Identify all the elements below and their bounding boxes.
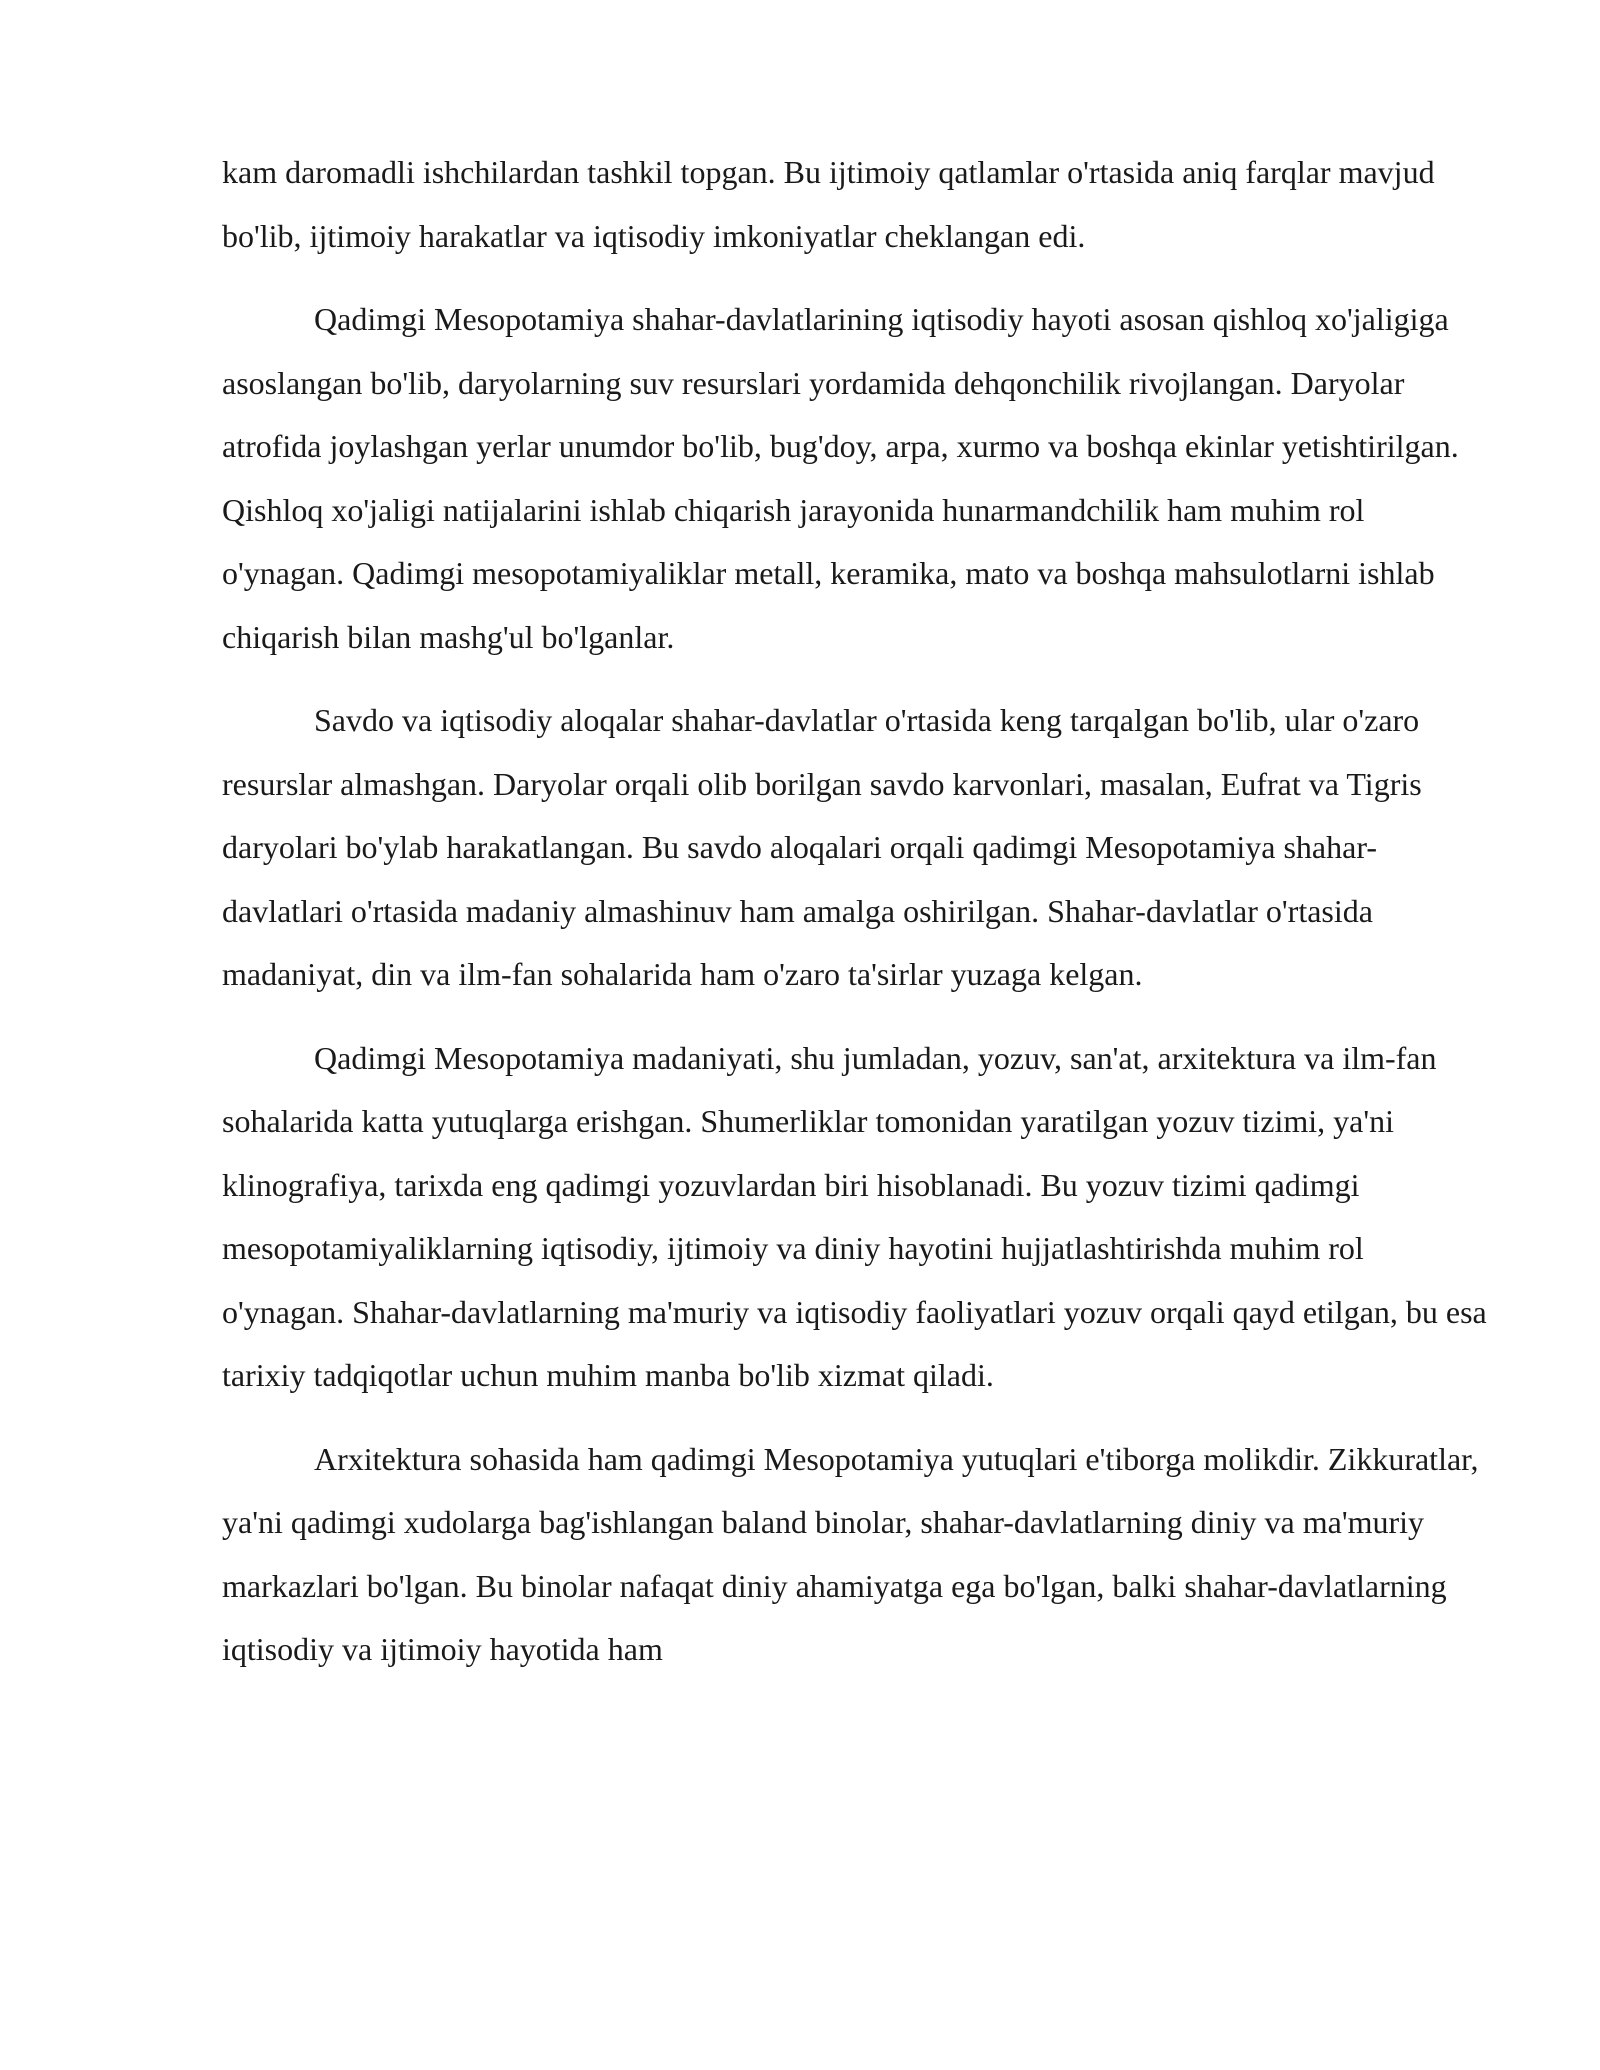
paragraph-economy: Qadimgi Mesopotamiya shahar-davlatlarining iqtisodiy hayoti asosan qishloq xo'jaligiga asoslangan bo'lib, daryolarning suv resurslari yordamida dehqonchilik rivojlangan. Daryolar atrofida joylashgan yerlar unumdor bo'lib, bug'doy, arpa, xurmo va boshqa ekinlar yetishtirilgan. Qishloq xo'jaligi natijalarini ishlab chiqarish jarayonida hunarmandchilik ham muhim rol o'ynagan. Qadimgi mesopotamiyaliklar metall, keramika, mato va boshqa mahsulotlarni ishlab chiqarish bilan mashg'ul bo'lganlar. bbox=[222, 301, 1459, 655]
paragraph-architecture: Arxitektura sohasida ham qadimgi Mesopotamiya yutuqlari e'tiborga molikdir. Zikkuratlar, ya'ni qadimgi xudolarga bag'ishlangan baland binolar, shahar-davlatlarning diniy va ma'muriy markazlari bo'lgan. Bu binolar nafaqat diniy ahamiyatga ega bo'lgan, balki shahar-davlatlarning iqtisodiy va ijtimoiy hayotida ham bbox=[222, 1440, 1479, 1667]
paragraph-culture: Qadimgi Mesopotamiya madaniyati, shu jumladan, yozuv, san'at, arxitektura va ilm-fan sohalarida katta yutuqlarga erishgan. Shumerliklar tomonidan yaratilgan yozuv tizimi, ya'ni klinografiya, tarixda eng qadimgi yozuvlardan biri hisoblanadi. Bu yozuv tizimi qadimgi mesopotamiyaliklarning iqtisodiy, ijtimoiy va diniy hayotini hujjatlashtirishda muhim rol o'ynagan. Shahar-davlatlarning ma'muriy va iqtisodiy faoliyatlari yozuv orqali qayd etilgan, bu esa tarixiy tadqiqotlar uchun muhim manba bo'lib xizmat qiladi. bbox=[222, 1039, 1487, 1393]
paragraph-trade: Savdo va iqtisodiy aloqalar shahar-davlatlar o'rtasida keng tarqalgan bo'lib, ular o'zaro resurslar almashgan. Daryolar orqali olib borilgan savdo karvonlari, masalan, Eufrat va Tigris daryolari bo'ylab harakatlangan. Bu savdo aloqalari orqali qadimgi Mesopotamiya shahar-davlatlari o'rtasida madaniy almashinuv ham amalga oshirilgan. Shahar-davlatlar o'rtasida madaniyat, din va ilm-fan sohalarida ham o'zaro ta'sirlar yuzaga kelgan. bbox=[222, 702, 1422, 992]
paragraph-continuation: kam daromadli ishchilardan tashkil topgan. Bu ijtimoiy qatlamlar o'rtasida aniq farqlar mavjud bo'lib, ijtimoiy harakatlar va iqtisodiy imkoniyatlar cheklangan edi. bbox=[222, 154, 1435, 254]
document-body bbox=[222, 141, 1487, 1702]
